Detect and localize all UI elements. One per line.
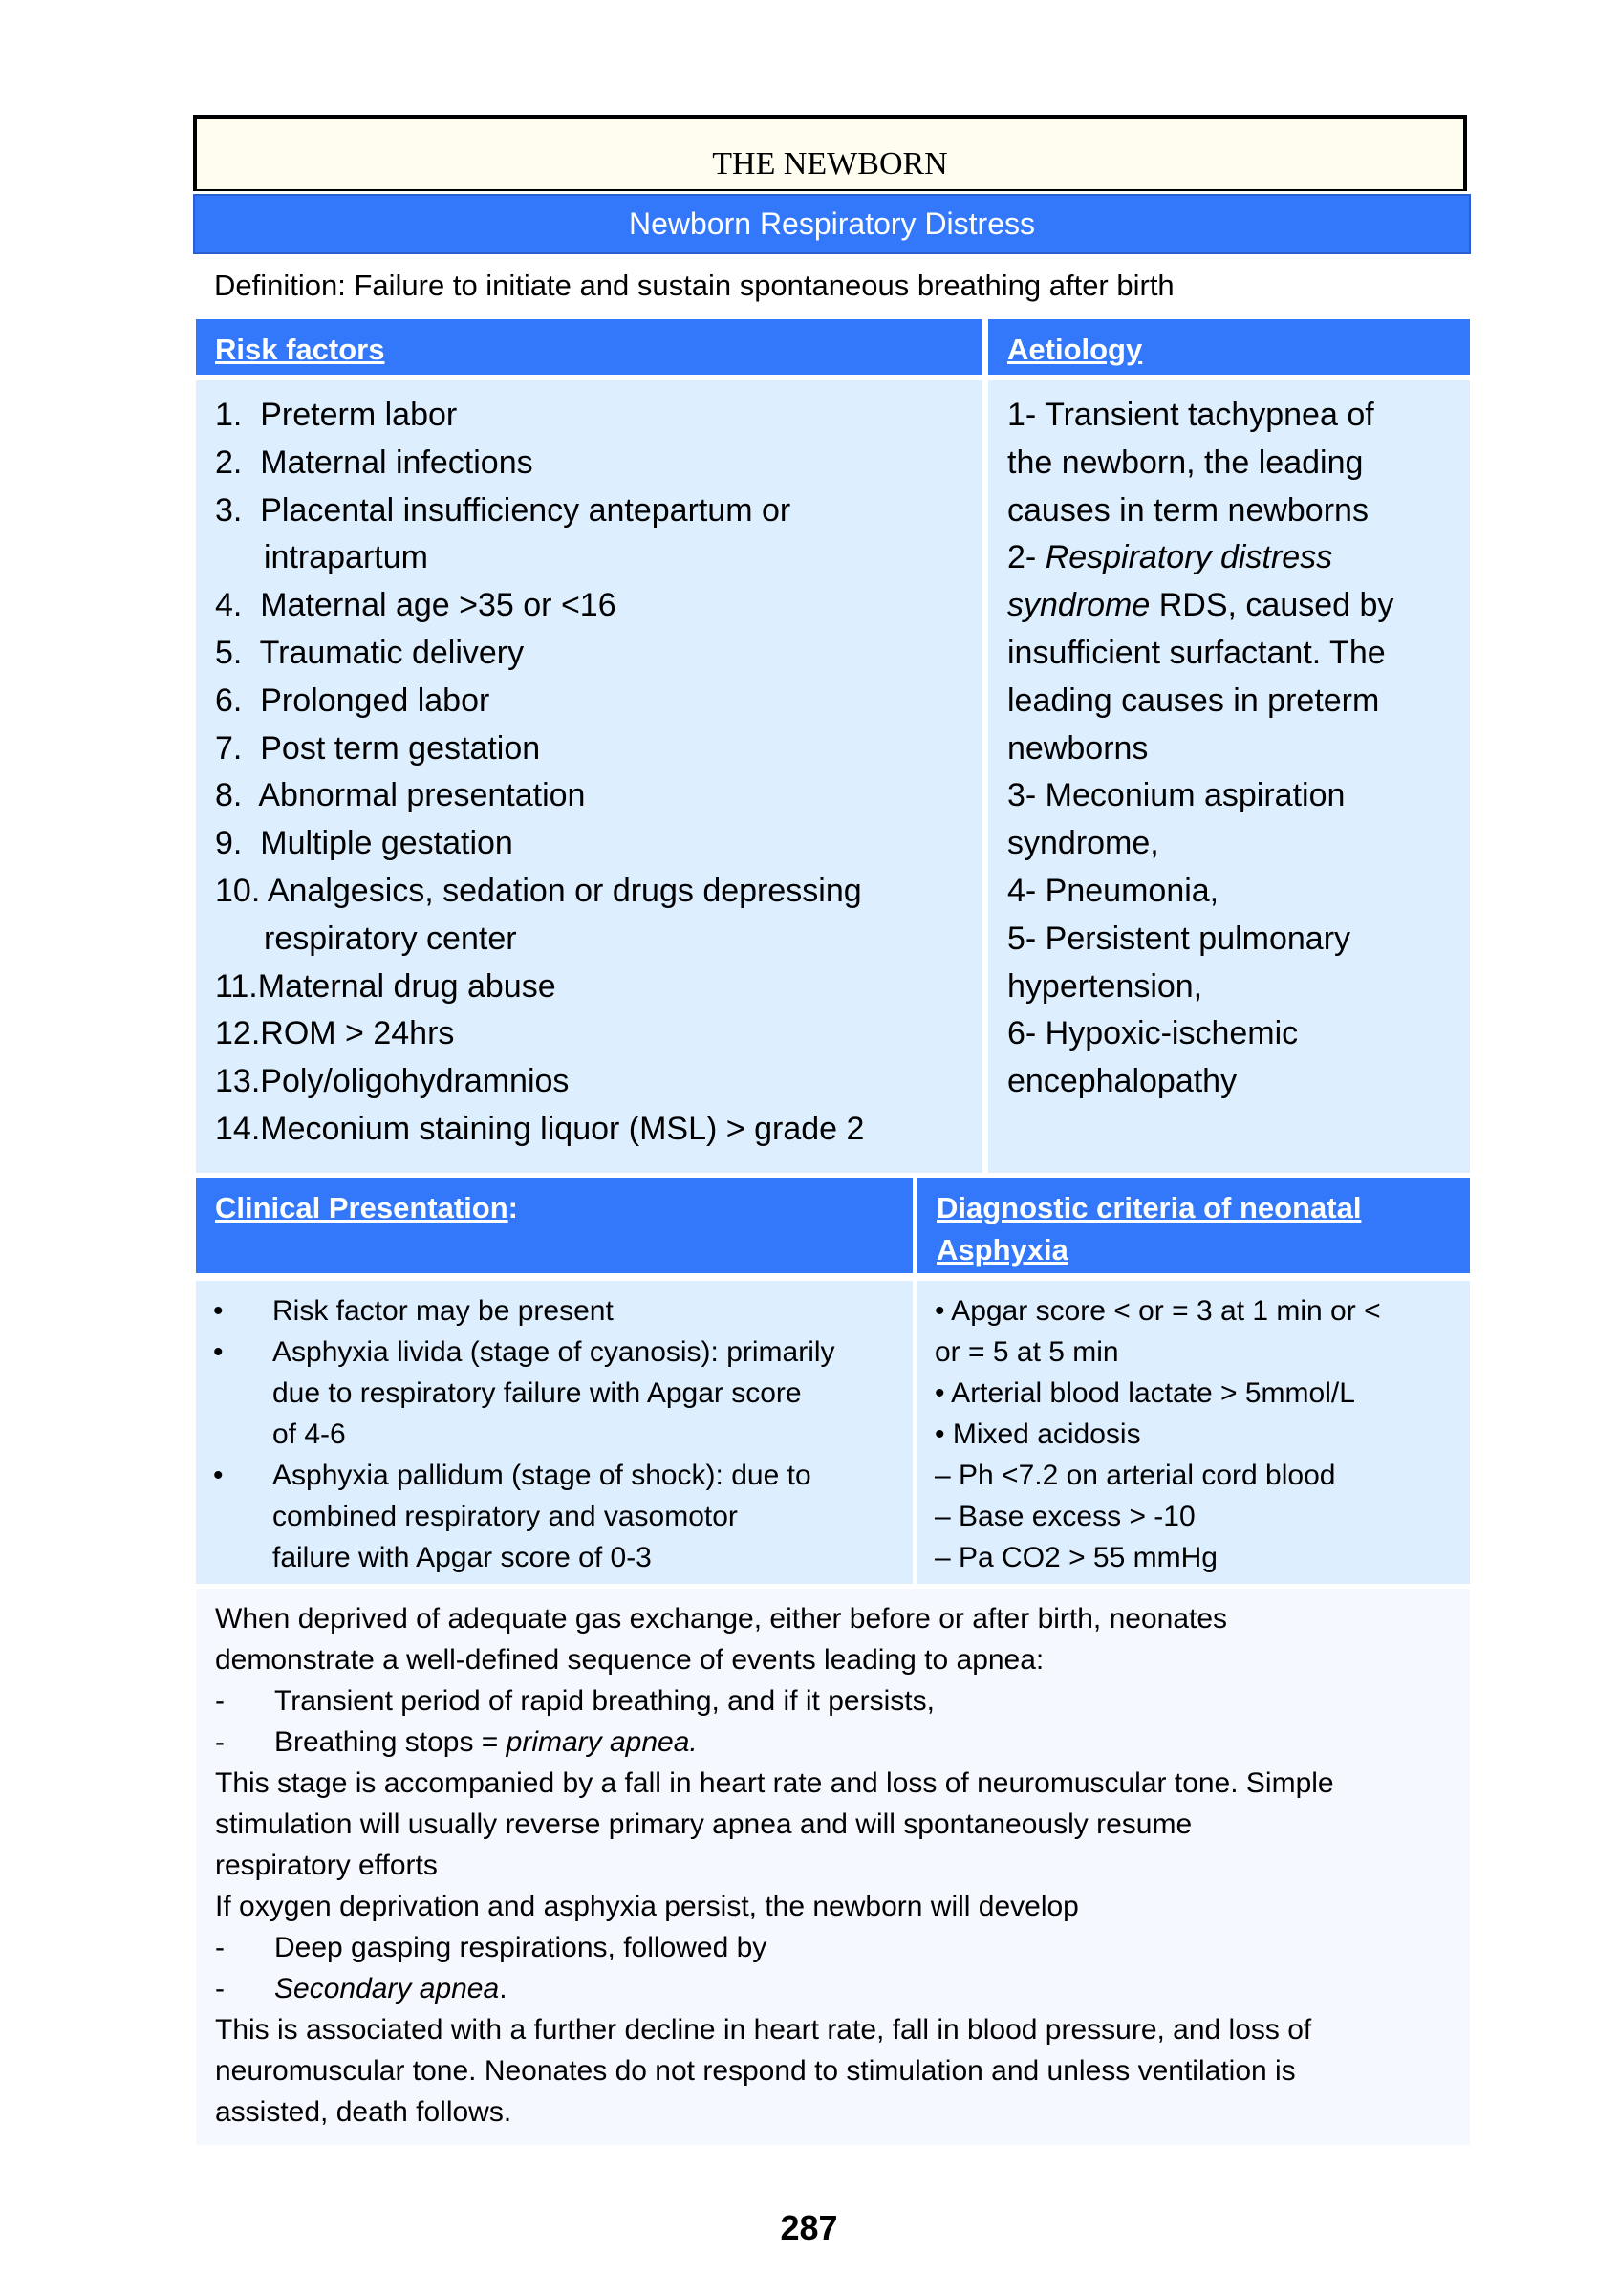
sequence-line bbox=[215, 1598, 1470, 1639]
risk-factor-line: 10. Analgesics, sedation or drugs depressing bbox=[215, 872, 862, 909]
section-title: Newborn Respiratory Distress bbox=[193, 194, 1471, 254]
aetiology-line bbox=[1007, 772, 1470, 820]
clinical-text: combined respiratory and vasomotor bbox=[272, 1501, 738, 1532]
risk-factor-line: 7. Post term gestation bbox=[215, 729, 541, 767]
aetiology-line bbox=[1007, 630, 1470, 678]
sequence-line bbox=[215, 1845, 1470, 1886]
risk-factor-line: 5. Traumatic delivery bbox=[215, 634, 525, 671]
sequence-text: If oxygen deprivation and asphyxia persist, the newborn will develop bbox=[215, 1891, 1079, 1922]
aetiology-line bbox=[1007, 392, 1470, 440]
aetiology-line bbox=[1007, 582, 1470, 630]
risk-factor-line: 14.Meconium staining liquor (MSL) > grade 2 bbox=[215, 1110, 865, 1147]
asphyxia-sequence-text bbox=[196, 1589, 1470, 2145]
aetiology-text: 4- Pneumonia, bbox=[1007, 872, 1219, 909]
dash-marker: - bbox=[215, 1932, 225, 1963]
risk-factors-header bbox=[196, 319, 982, 375]
clinical-line bbox=[213, 1455, 913, 1496]
clinical-line bbox=[213, 1414, 913, 1455]
aetiology-line bbox=[1007, 487, 1470, 535]
aetiology-text: newborns bbox=[1007, 729, 1149, 767]
clinical-text: Asphyxia livida (stage of cyanosis): primarily bbox=[272, 1336, 835, 1368]
sequence-text: This stage is accompanied by a fall in heart rate and loss of neuromuscular tone. Simple bbox=[215, 1767, 1334, 1799]
page-number: 287 bbox=[780, 2208, 838, 2247]
diagnostic-line: – Ph <7.2 on arterial cord blood bbox=[935, 1460, 1336, 1491]
risk-factor-line: respiratory center bbox=[264, 920, 517, 957]
aetiology-text: 5- Persistent pulmonary bbox=[1007, 920, 1351, 957]
aetiology-text: 2- bbox=[1007, 539, 1046, 576]
sequence-text: Transient period of rapid breathing, and if it persists, bbox=[274, 1685, 935, 1717]
aetiology-text: 6- Hypoxic-ischemic bbox=[1007, 1015, 1299, 1052]
sequence-line bbox=[215, 1722, 1470, 1763]
risk-factor-line: 8. Abnormal presentation bbox=[215, 777, 586, 814]
diagnostic-heading-line1: Diagnostic criteria of neonatal bbox=[937, 1191, 1362, 1224]
diagnostic-line: – Pa CO2 > 55 mmHg bbox=[935, 1542, 1218, 1573]
aetiology-text: 3- Meconium aspiration bbox=[1007, 777, 1346, 814]
sequence-line bbox=[215, 1968, 1470, 2009]
sequence-text: respiratory efforts bbox=[215, 1850, 438, 1881]
clinical-line bbox=[213, 1290, 913, 1332]
diagnostic-heading-line2: Asphyxia bbox=[937, 1233, 1068, 1267]
clinical-line bbox=[213, 1373, 913, 1414]
aetiology-text: causes in term newborns bbox=[1007, 491, 1369, 529]
dash-marker: - bbox=[215, 1685, 225, 1717]
chapter-title-box bbox=[193, 115, 1467, 191]
sequence-line bbox=[215, 1886, 1470, 1927]
risk-factor-line: 11.Maternal drug abuse bbox=[215, 967, 556, 1005]
risk-factor-line: 12.ROM > 24hrs bbox=[215, 1015, 455, 1052]
diagnostic-line: or = 5 at 5 min bbox=[935, 1336, 1119, 1368]
sequence-text: When deprived of adequate gas exchange, either before or after birth, neonates bbox=[215, 1603, 1228, 1635]
diagnostic-line: • Apgar score < or = 3 at 1 min or < bbox=[935, 1295, 1381, 1327]
diagnostic-criteria-header bbox=[917, 1178, 1470, 1273]
aetiology-line bbox=[1007, 1010, 1470, 1058]
sequence-text: . bbox=[499, 1973, 507, 2004]
aetiology-text: encephalopathy bbox=[1007, 1063, 1238, 1100]
sequence-text: demonstrate a well-defined sequence of events leading to apnea: bbox=[215, 1644, 1045, 1676]
sequence-line bbox=[215, 1804, 1470, 1845]
sequence-line bbox=[215, 1680, 1470, 1722]
aetiology-text: syndrome, bbox=[1007, 825, 1159, 862]
sequence-line bbox=[215, 1639, 1470, 1680]
clinical-text: failure with Apgar score of 0-3 bbox=[272, 1542, 652, 1573]
diagnostic-line: • Mixed acidosis bbox=[935, 1419, 1141, 1450]
risk-factors-heading: Risk factors bbox=[215, 333, 385, 366]
sequence-line bbox=[215, 1763, 1470, 1804]
aetiology-line bbox=[1007, 1058, 1470, 1106]
chapter-title: THE NEWBORN bbox=[712, 146, 948, 182]
sequence-line bbox=[215, 2009, 1470, 2050]
aetiology-line bbox=[1007, 868, 1470, 916]
clinical-presentation-list bbox=[196, 1281, 913, 1584]
risk-factor-line: 1. Preterm labor bbox=[215, 397, 458, 433]
aetiology-text: Respiratory distress bbox=[1045, 539, 1333, 576]
risk-factor-line: 9. Multiple gestation bbox=[215, 825, 513, 862]
aetiology-text: RDS, caused by bbox=[1150, 587, 1394, 624]
sequence-italic: primary apnea. bbox=[506, 1726, 698, 1758]
aetiology-text: leading causes in preterm bbox=[1007, 682, 1380, 719]
aetiology-text: the newborn, the leading bbox=[1007, 444, 1364, 481]
aetiology-text: 1- Transient tachypnea of bbox=[1007, 397, 1374, 433]
clinical-heading: Clinical Presentation bbox=[215, 1191, 508, 1224]
aetiology-list bbox=[988, 380, 1470, 1173]
aetiology-line bbox=[1007, 916, 1470, 964]
bullet-icon: • bbox=[213, 1336, 224, 1368]
clinical-text: due to respiratory failure with Apgar score bbox=[272, 1377, 802, 1409]
sequence-text: stimulation will usually reverse primary apnea and will spontaneously resume bbox=[215, 1809, 1193, 1840]
diagnostic-line: – Base excess > -10 bbox=[935, 1501, 1196, 1532]
sequence-text: This is associated with a further decline in heart rate, fall in blood pressure, and loss of bbox=[215, 2014, 1312, 2046]
aetiology-header bbox=[988, 319, 1470, 375]
diagnostic-line: • Arterial blood lactate > 5mmol/L bbox=[935, 1377, 1355, 1409]
clinical-text: Asphyxia pallidum (stage of shock): due to bbox=[272, 1460, 811, 1491]
aetiology-line bbox=[1007, 440, 1470, 487]
clinical-line bbox=[213, 1496, 913, 1537]
sequence-text: assisted, death follows. bbox=[215, 2096, 512, 2128]
aetiology-text: insufficient surfactant. The bbox=[1007, 634, 1386, 671]
aetiology-line bbox=[1007, 534, 1470, 582]
sequence-line bbox=[215, 1927, 1470, 1968]
diagnostic-criteria-list bbox=[917, 1281, 1470, 1584]
risk-factor-line: 4. Maternal age >35 or <16 bbox=[215, 587, 616, 624]
sequence-line bbox=[215, 2050, 1470, 2091]
aetiology-line bbox=[1007, 964, 1470, 1011]
aetiology-text: syndrome bbox=[1007, 587, 1151, 624]
clinical-presentation-header bbox=[196, 1178, 913, 1273]
clinical-text: of 4-6 bbox=[272, 1419, 346, 1450]
aetiology-text: hypertension, bbox=[1007, 967, 1203, 1005]
aetiology-line bbox=[1007, 678, 1470, 726]
bullet-icon: • bbox=[213, 1460, 224, 1491]
risk-factors-list bbox=[196, 380, 982, 1173]
sequence-italic: Secondary apnea bbox=[274, 1973, 500, 2004]
sequence-text: Deep gasping respirations, followed by bbox=[274, 1932, 767, 1963]
risk-factor-line: 13.Poly/oligohydramnios bbox=[215, 1063, 570, 1100]
bullet-icon: • bbox=[213, 1295, 224, 1327]
risk-factor-line: intrapartum bbox=[264, 539, 428, 576]
dash-marker: - bbox=[215, 1973, 225, 2004]
sequence-text: Breathing stops = bbox=[274, 1726, 507, 1758]
definition: Definition: Failure to initiate and sustain spontaneous breathing after birth bbox=[214, 269, 1175, 302]
risk-factor-line: 2. Maternal infections bbox=[215, 444, 533, 481]
aetiology-line bbox=[1007, 820, 1470, 868]
clinical-colon: : bbox=[507, 1191, 518, 1224]
sequence-line bbox=[215, 2091, 1470, 2133]
aetiology-line bbox=[1007, 726, 1470, 773]
clinical-line bbox=[213, 1537, 913, 1578]
aetiology-heading: Aetiology bbox=[1007, 333, 1143, 366]
sequence-text: neuromuscular tone. Neonates do not respond to stimulation and unless ventilation is bbox=[215, 2055, 1296, 2087]
clinical-text: Risk factor may be present bbox=[272, 1295, 614, 1327]
clinical-line bbox=[213, 1332, 913, 1373]
risk-factor-line: 3. Placental insufficiency antepartum or bbox=[215, 491, 791, 529]
dash-marker: - bbox=[215, 1726, 225, 1758]
risk-factor-line: 6. Prolonged labor bbox=[215, 682, 490, 719]
